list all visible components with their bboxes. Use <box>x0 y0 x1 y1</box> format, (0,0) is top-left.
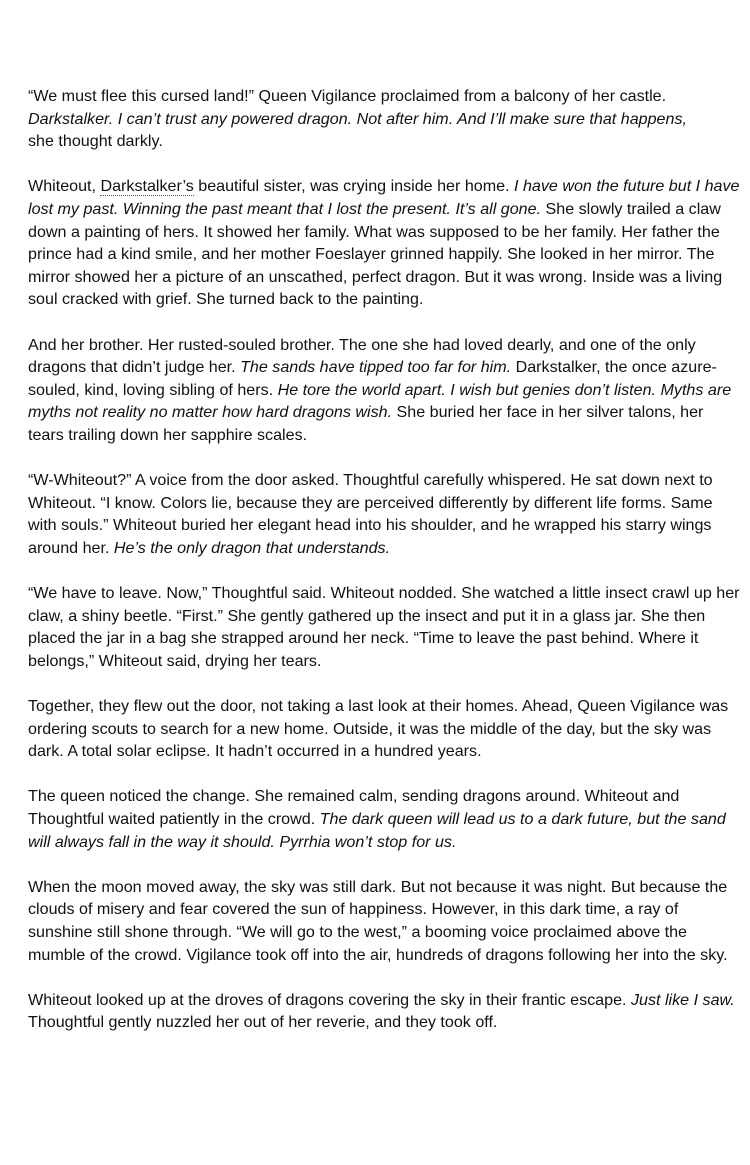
p1-text: “We must flee this cursed land!” Queen Vigilance proclaimed from a balcony of her castle. <box>28 87 667 105</box>
p3-text: And her brother. Her rusted-souled brother. The one she had loved dearly, and one of the only dragons that didn’t judge her. <box>28 335 696 377</box>
p9-italic-thought: Just like I saw. <box>630 990 735 1009</box>
document-page <box>28 85 740 1057</box>
paragraph-4 <box>28 469 740 559</box>
paragraph-7 <box>28 785 740 853</box>
p4-text: “W-Whiteout?” A voice from the door asked. Thoughtful carefully whispered. He sat down next to Whiteout. “I know. Colors lie, because they are perceived differently by different life forms. Same with souls.” Whiteout buried her elegant head into his shoulder, and he wrapped his starry wings around her. <box>28 471 713 557</box>
paragraph-3 <box>28 334 740 447</box>
p2-text-d: She slowly trailed a claw down a painting of hers. It showed her family. What was supposed to be her family. Her father the prince had a kind smile, and her mother Foeslayer grinned happily. She looked in her mirror. The mirror showed her a picture of an unscathed, perfect dragon. But it was wrong. Inside was a living soul cracked with grief. She turned back to the painting. <box>28 199 723 309</box>
p7-italic-thought: The dark queen will lead us to a dark future, but the sand will always fall in the way it should. Pyrrhia won’t stop for us. <box>28 810 726 851</box>
p1-italic-thought: Darkstalker. I can’t trust any powered dragon. Not after him. And I’ll make sure that happens, <box>28 109 687 128</box>
p9-text: Whiteout looked up at the droves of dragons covering the sky in their frantic escape. <box>28 990 631 1009</box>
paragraph-8: When the moon moved away, the sky was still dark. But not because it was night. But because the clouds of misery and fear covered the sun of happiness. However, in this dark time, a ray of sunshine still shone through. “We will go to the west,” a booming voice proclaimed above the mumble of the crowd. Vigilance took off into the air, hundreds of dragons following her into the sky. <box>28 877 728 964</box>
p3-text-c: Darkstalker, the once azure-souled, kind, loving sibling of hers. <box>28 358 717 399</box>
paragraph-9 <box>28 989 740 1034</box>
paragraph-5: “We have to leave. Now,” Thoughtful said. Whiteout nodded. She watched a little insect crawl up her claw, a shiny beetle. “First.” She gently gathered up the insect and put it in a glass jar. She then placed the jar in a bag she strapped around her neck. “Time to leave the past behind. Where it belongs,” Whiteout said, drying her tears. <box>28 584 740 670</box>
p3-italic-thought: The sands have tipped too far for him. <box>240 358 512 377</box>
p3-italic-thought-2: He tore the world apart. I wish but genies don’t listen. Myths are myths not reality no matter how hard dragons wish. <box>28 380 732 422</box>
p2-text: Whiteout, <box>28 177 101 196</box>
paragraph-6: Together, they flew out the door, not taking a last look at their homes. Ahead, Queen Vigilance was ordering scouts to search for a new home. Outside, it was the middle of the day, but the sky was dark. A total solar eclipse. It hadn’t occurred in a hundred years. <box>28 697 729 761</box>
p2-underlined-name: Darkstalker’s <box>100 177 194 196</box>
p7-text: The queen noticed the change. She remained calm, sending dragons around. Whiteout and Thoughtful waited patiently in the crowd. <box>28 787 680 828</box>
p1-text-end: she thought darkly. <box>28 132 163 151</box>
p2-italic-thought: I have won the future but I have lost my past. Winning the past meant that I lost the present. It’s all gone. <box>28 177 740 218</box>
p9-text-c: Thoughtful gently nuzzled her out of her reverie, and they took off. <box>28 1013 498 1032</box>
p2-text-b: beautiful sister, was crying inside her home. <box>193 177 515 196</box>
paragraph-1 <box>28 85 740 153</box>
paragraph-2 <box>28 175 740 311</box>
p4-italic-thought: He’s the only dragon that understands. <box>113 538 391 557</box>
p3-text-e: She buried her face in her silver talons, her tears trailing down her sapphire scales. <box>28 403 704 444</box>
